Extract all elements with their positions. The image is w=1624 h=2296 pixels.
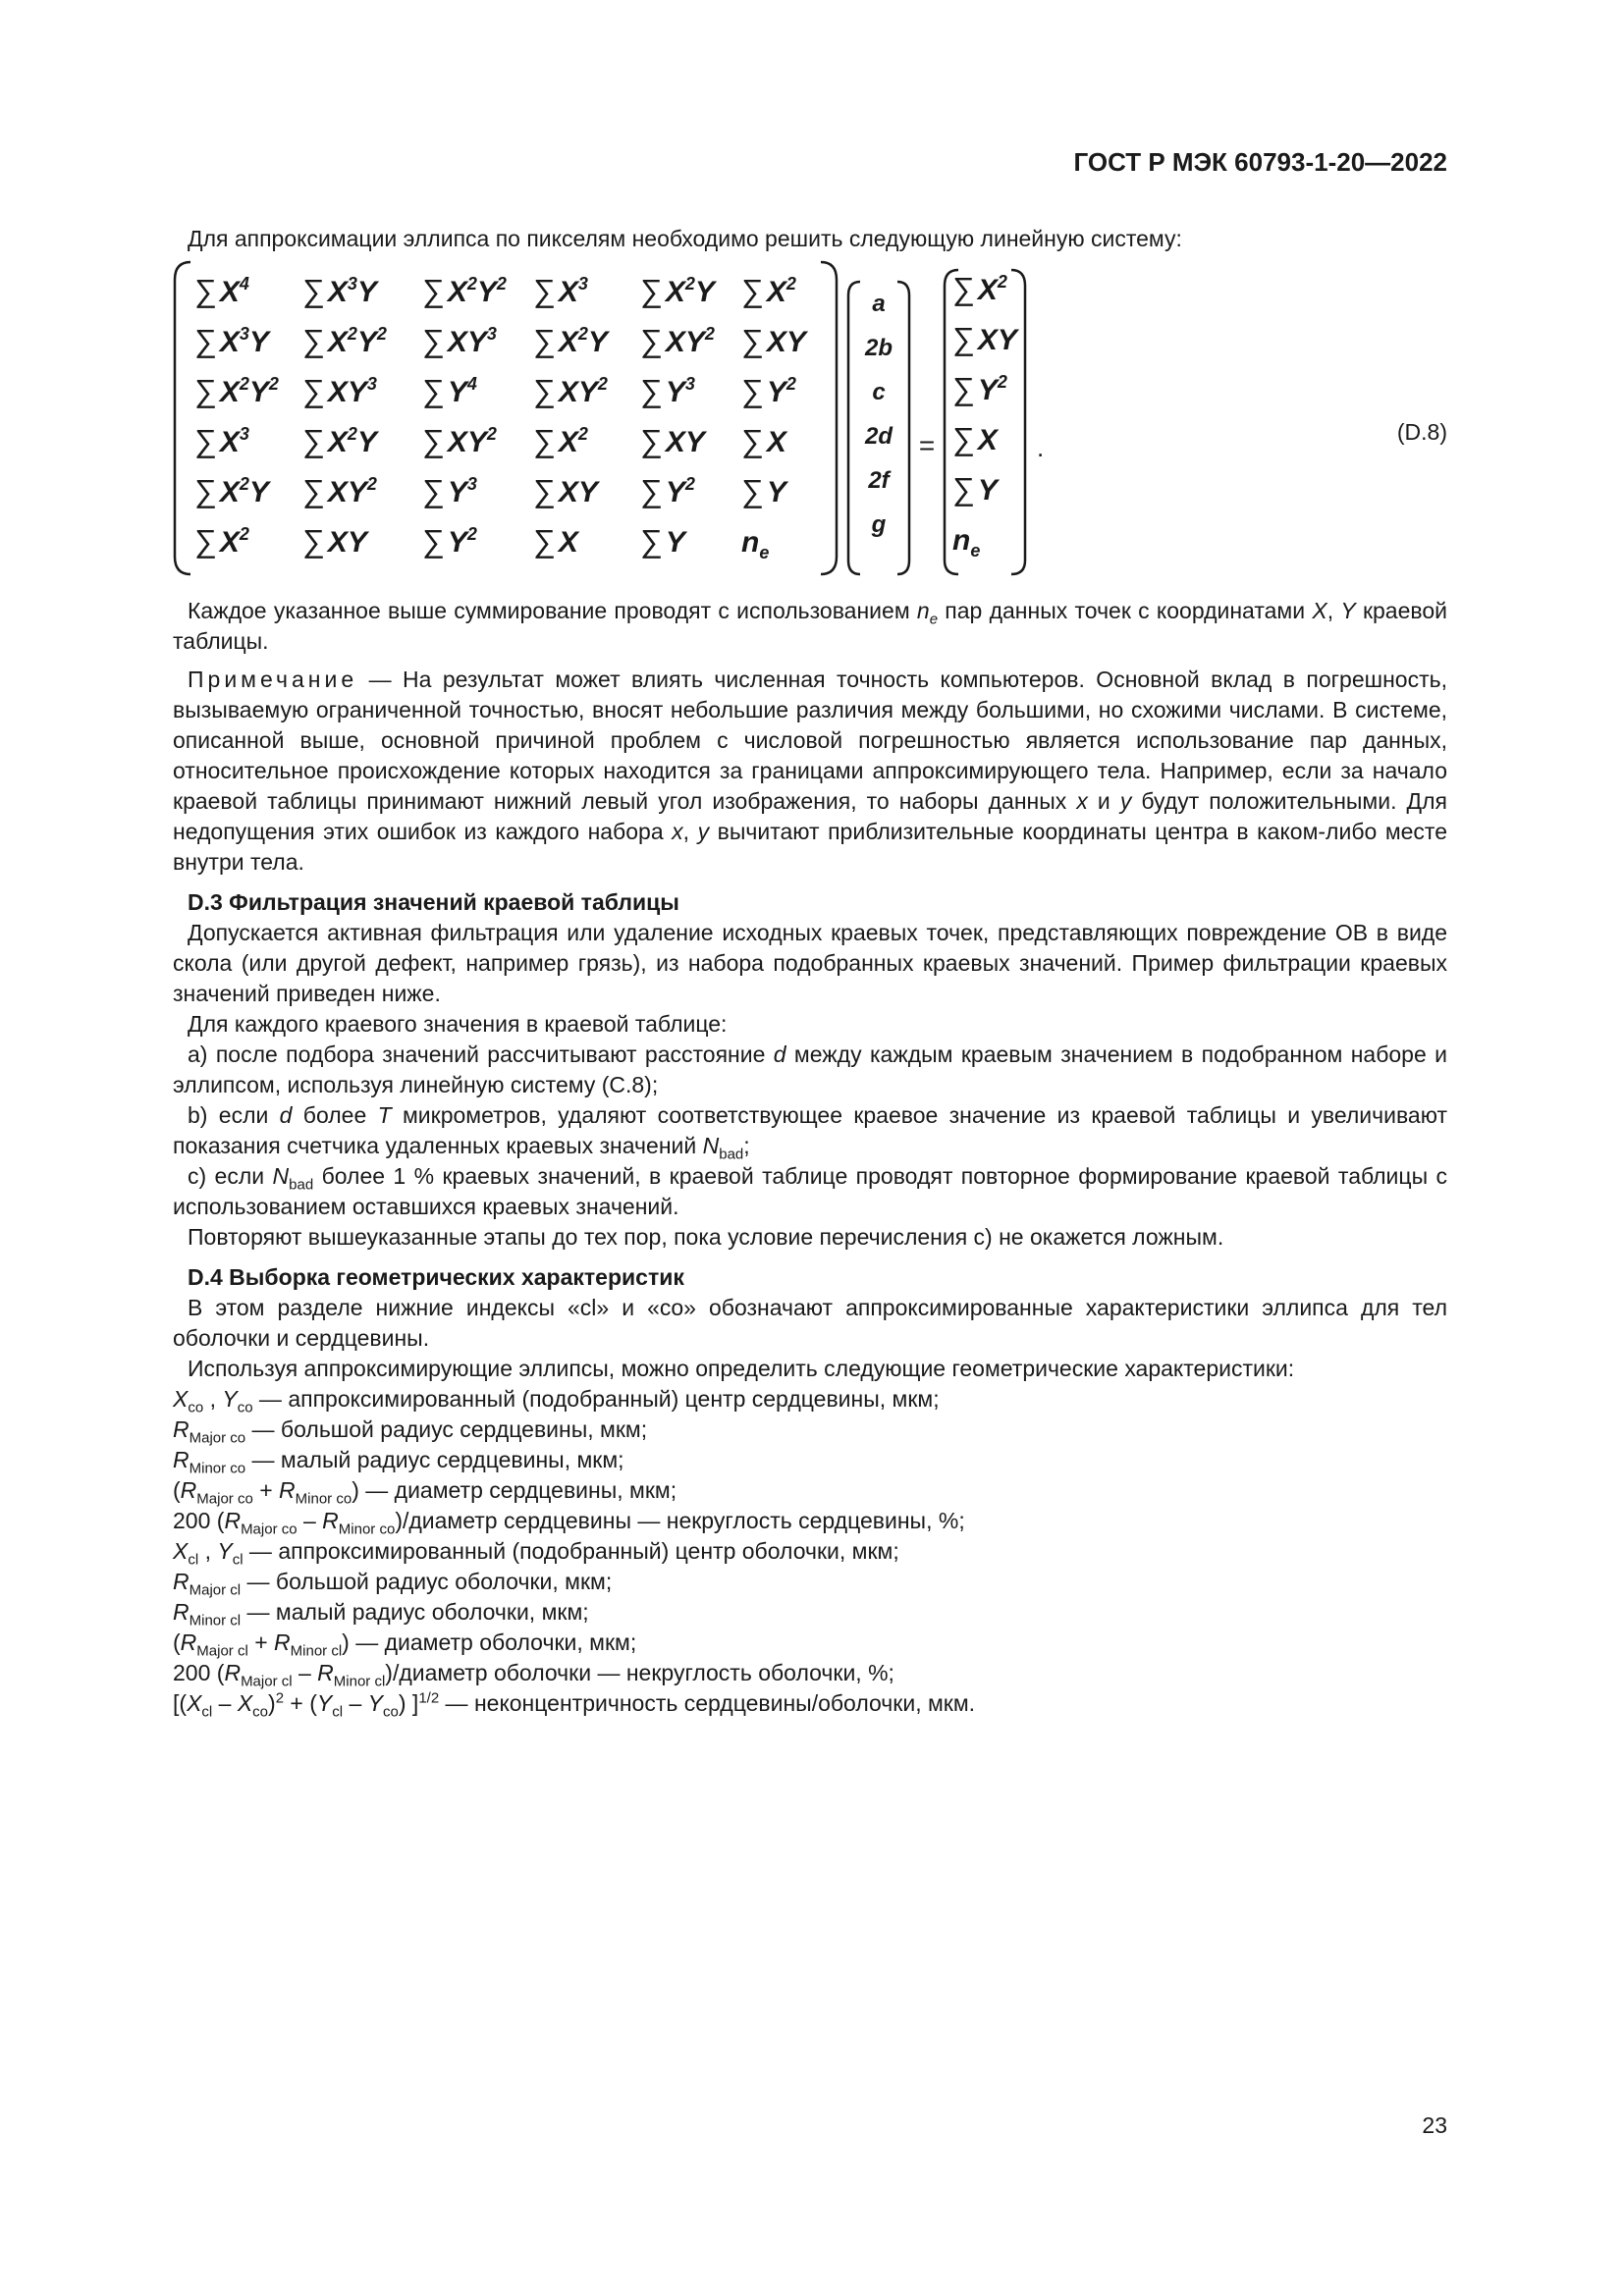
text: ,	[198, 1538, 218, 1564]
var-x: x	[1076, 788, 1088, 814]
sub: co	[188, 1399, 204, 1416]
sub: cl	[232, 1551, 244, 1569]
definition-minor-radius-core	[173, 1445, 1447, 1475]
sub: Minor cl	[290, 1642, 343, 1660]
matrix-cell-4-5: ∑ Y	[741, 473, 786, 508]
d4-paragraph-2: Используя аппроксимирующие эллипсы, можно определить следующие геометрические характеристики:	[188, 1356, 1295, 1381]
sub: co	[237, 1399, 253, 1416]
var-y: Y	[1340, 598, 1356, 623]
var-n: N	[702, 1133, 720, 1158]
var-n: N	[272, 1163, 290, 1189]
note-label: Примечание	[188, 667, 358, 692]
rhs-right-bracket	[1011, 270, 1025, 574]
rhs-cell-2: ∑ $Y^2$	[952, 371, 1007, 406]
var-x: X	[1312, 598, 1327, 623]
text: –	[297, 1508, 323, 1533]
text: )/диаметр сердцевины — некруглость сердцевины, %;	[395, 1508, 965, 1533]
definition-noncircularity-core	[173, 1506, 1447, 1536]
var-d: d	[279, 1102, 293, 1128]
var: R	[173, 1447, 189, 1472]
matrix-cell-5-5: $n_e$	[741, 526, 770, 562]
matrix-cell-3-4: ∑ XY	[640, 423, 705, 458]
var-y: y	[1119, 788, 1132, 814]
text: a) после подбора значений рассчитывают расстояние	[188, 1041, 774, 1067]
summation-paragraph	[173, 596, 1447, 657]
text: ) ]	[398, 1690, 419, 1716]
d3-item-c	[173, 1161, 1447, 1222]
text: +	[247, 1629, 275, 1655]
var: R	[224, 1660, 242, 1685]
equals-sign: =	[918, 430, 936, 460]
text: — малый радиус сердцевины, мкм;	[245, 1447, 624, 1472]
note-paragraph	[173, 665, 1447, 878]
text: ,	[203, 1386, 223, 1412]
sub: cl	[332, 1703, 344, 1721]
var: R	[322, 1508, 339, 1533]
matrix-cell-0-1: ∑ $X^3Y$	[302, 273, 377, 308]
text: — малый радиус оболочки, мкм;	[241, 1599, 589, 1625]
document-header: ГОСТ Р МЭК 60793-1-20—2022	[1073, 147, 1447, 177]
matrix-cell-3-0: ∑ $X^3$	[194, 423, 249, 458]
sub: Major cl	[196, 1642, 248, 1660]
text: пар данных точек с координатами	[938, 598, 1313, 623]
text: более	[292, 1102, 378, 1128]
matrix-cell-4-1: ∑ $XY^2$	[302, 473, 377, 508]
matrix-cell-2-2: ∑ $Y^4$	[422, 373, 477, 408]
sub-e: e	[929, 611, 939, 628]
text: 200 (	[173, 1508, 225, 1533]
sub: Major cl	[189, 1581, 242, 1599]
var: R	[274, 1629, 291, 1655]
matrix-cell-5-4: ∑ Y	[640, 523, 685, 559]
definition-major-radius-core	[173, 1415, 1447, 1445]
var: R	[279, 1477, 296, 1503]
matrix-right-bracket	[821, 262, 837, 574]
sub: Major co	[189, 1429, 246, 1447]
unknown-3: 2d	[864, 423, 893, 450]
text: )	[342, 1629, 350, 1655]
text: ;	[743, 1133, 750, 1158]
text: 200 (	[173, 1660, 225, 1685]
text: –	[212, 1690, 238, 1716]
var: R	[180, 1629, 197, 1655]
text: более 1 % краевых значений, в краевой таблице проводят повторное формирование краевой таблицы с использованием оставшихся краевых значений.	[173, 1163, 1447, 1219]
sup: 1/2	[418, 1689, 440, 1707]
var: Y	[316, 1690, 333, 1716]
unknown-2: c	[872, 379, 886, 405]
definition-diameter-cladding	[173, 1628, 1447, 1658]
sub: Minor cl	[189, 1612, 242, 1629]
var: R	[180, 1477, 197, 1503]
matrix-cell-0-5: ∑ $X^2$	[741, 273, 796, 308]
matrix-left-bracket	[175, 262, 190, 574]
sub: cl	[188, 1551, 199, 1569]
page-number: 23	[1422, 2112, 1447, 2138]
d4-paragraph-1: В этом разделе нижние индексы «cl» и «co» обозначают аппроксимированные характеристики эллипса для тел оболочки и сердцевины.	[173, 1295, 1447, 1351]
text: (	[173, 1629, 181, 1655]
definition-nonconcentricity	[173, 1688, 1447, 1719]
text: краевой таблицы.	[173, 598, 1447, 654]
equation-number: (D.8)	[1396, 419, 1447, 445]
matrix-cell-2-3: ∑ $XY^2$	[533, 373, 608, 408]
matrix-cell-2-4: ∑ $Y^3$	[640, 373, 695, 408]
sub: Minor cl	[333, 1673, 386, 1690]
vector-right-bracket	[897, 282, 909, 574]
text: — диаметр сердцевины, мкм;	[358, 1477, 677, 1503]
definition-noncircularity-cladding	[173, 1658, 1447, 1688]
matrix-cell-1-3: ∑ $X^2Y$	[533, 323, 608, 358]
matrix-cell-5-1: ∑ XY	[302, 523, 367, 559]
unknown-1: 2b	[864, 335, 893, 361]
var: Y	[217, 1538, 233, 1564]
text: между каждым краевым значением в подобранном наборе и эллипсом, используя линейную систему (C.8);	[173, 1041, 1447, 1097]
text: (	[173, 1477, 181, 1503]
text: b) если	[188, 1102, 280, 1128]
sub: co	[383, 1703, 399, 1721]
text: Каждое указанное выше суммирование проводят с использованием	[188, 598, 917, 623]
text: + (	[284, 1690, 317, 1716]
text: вычитают приблизительные координаты центра в каком-либо месте внутри тела.	[173, 819, 1447, 875]
intro-paragraph: Для аппроксимации эллипса по пикселям необходимо решить следующую линейную систему:	[188, 226, 1182, 251]
var: Y	[222, 1386, 238, 1412]
matrix-cell-3-2: ∑ $XY^2$	[422, 423, 497, 458]
section-heading-d4: D.4 Выборка геометрических характеристик	[188, 1264, 684, 1290]
matrix-cell-2-0: ∑ $X^2Y^2$	[194, 373, 279, 408]
matrix-cell-0-4: ∑ $X^2Y$	[640, 273, 715, 308]
definition-minor-radius-cladding	[173, 1597, 1447, 1628]
matrix-cell-4-2: ∑ $Y^3$	[422, 473, 477, 508]
sub: Major cl	[241, 1673, 293, 1690]
sub: Major co	[241, 1521, 298, 1538]
rhs-cell-3: ∑ X	[952, 421, 998, 456]
formula-d8	[173, 260, 1447, 592]
var: X	[187, 1690, 202, 1716]
matrix-cell-4-3: ∑ XY	[533, 473, 598, 508]
matrix-cell-0-0: ∑ $X^4$	[194, 273, 249, 308]
var: Y	[367, 1690, 384, 1716]
definition-major-radius-cladding	[173, 1567, 1447, 1597]
sub-bad: bad	[719, 1146, 744, 1163]
text: –	[292, 1660, 318, 1685]
matrix-cell-2-1: ∑ $XY^3$	[302, 373, 377, 408]
text: — большой радиус оболочки, мкм;	[241, 1569, 613, 1594]
d3-paragraph-2: Для каждого краевого значения в краевой таблице:	[188, 1011, 728, 1037]
text: [(	[173, 1690, 188, 1716]
matrix-cell-1-0: ∑ $X^3Y$	[194, 323, 269, 358]
var: R	[224, 1508, 242, 1533]
d3-item-b	[173, 1100, 1447, 1161]
unknown-0: a	[872, 291, 886, 317]
sub: Minor co	[189, 1460, 246, 1477]
d3-item-a	[173, 1040, 1447, 1100]
sub: Major co	[196, 1490, 253, 1508]
rhs-cell-4: ∑ Y	[952, 471, 998, 507]
matrix-cell-5-2: ∑ $Y^2$	[422, 523, 477, 559]
text: микрометров, удаляют соответствующее краевое значение из краевой таблицы и увеличивают показания счетчика удаленных краевых значений	[173, 1102, 1447, 1158]
text: — большой радиус сердцевины, мкм;	[245, 1416, 648, 1442]
text: )	[268, 1690, 276, 1716]
matrix-cell-4-4: ∑ $Y^2$	[640, 473, 695, 508]
sub: Minor co	[295, 1490, 352, 1508]
text: — диаметр оболочки, мкм;	[349, 1629, 637, 1655]
d3-paragraph-1: Допускается активная фильтрация или удаление исходных краевых точек, представляющих повреждение ОВ в виде скола (или другой дефект, например грязь), из набора подобранных краевых значений. Пример фильтрации краевых значений приведен ниже.	[173, 920, 1447, 1006]
var: R	[173, 1416, 189, 1442]
rhs-cell-1: ∑ XY	[952, 321, 1017, 356]
var: R	[317, 1660, 334, 1685]
var: R	[173, 1599, 189, 1625]
var: X	[237, 1690, 253, 1716]
matrix-cell-1-2: ∑ $XY^3$	[422, 323, 497, 358]
matrix-cell-2-5: ∑ $Y^2$	[741, 373, 796, 408]
sub: Minor co	[338, 1521, 396, 1538]
var: X	[173, 1538, 189, 1564]
matrix-cell-0-3: ∑ $X^3$	[533, 273, 588, 308]
linear-system-matrix	[173, 260, 1155, 592]
page-content	[173, 224, 1447, 1719]
matrix-cell-4-0: ∑ $X^2Y$	[194, 473, 269, 508]
sup: 2	[275, 1689, 285, 1707]
var-t: T	[377, 1102, 392, 1128]
matrix-cell-5-3: ∑ X	[533, 523, 578, 559]
text: и	[1087, 788, 1120, 814]
matrix-cell-1-1: ∑ $X^2Y^2$	[302, 323, 387, 358]
text: c) если	[188, 1163, 273, 1189]
var-y: y	[697, 819, 710, 844]
rhs-cell-0: ∑ $X^2$	[952, 271, 1007, 306]
text: –	[343, 1690, 368, 1716]
text: ,	[682, 819, 698, 844]
matrix-cell-5-0: ∑ $X^2$	[194, 523, 249, 559]
matrix-cell-3-5: ∑ X	[741, 423, 786, 458]
var: X	[173, 1386, 189, 1412]
text: )	[352, 1477, 359, 1503]
matrix-cell-3-1: ∑ $X^2Y$	[302, 423, 377, 458]
var-d: d	[773, 1041, 786, 1067]
unknown-4: 2f	[868, 467, 890, 494]
matrix-cell-1-5: ∑ XY	[741, 323, 806, 358]
unknown-5: g	[871, 511, 887, 538]
matrix-cell-0-2: ∑ $X^2Y^2$	[422, 273, 507, 308]
text: — аппроксимированный (подобранный) центр оболочки, мкм;	[243, 1538, 899, 1564]
var-n: n	[916, 598, 930, 623]
rhs-cell-5: $n_e$	[952, 524, 981, 561]
text: +	[252, 1477, 280, 1503]
definition-center-core	[173, 1384, 1447, 1415]
definition-center-cladding	[173, 1536, 1447, 1567]
matrix-cell-3-3: ∑ $X^2$	[533, 423, 588, 458]
text: ,	[1326, 598, 1334, 623]
text: — На результат может влиять численная точность компьютеров. Основной вклад в погрешность, вызываемую ограниченной точностью, вносят небольшие различия между большими, но схожими числами. В системе, описанной выше, основной причиной проблем с числовой погрешностью является использование пар данных, относительное происхождение которых находится за границами аппроксимирующего тела. Например, если за начало краевой таблицы принимают нижний левый угол изображения, то наборы данных	[173, 667, 1447, 814]
text: — неконцентричность сердцевины/оболочки, мкм.	[439, 1690, 976, 1716]
var: R	[173, 1569, 189, 1594]
d3-paragraph-3: Повторяют вышеуказанные этапы до тех пор, пока условие перечисления с) не окажется ложным.	[188, 1224, 1224, 1250]
matrix-cell-1-4: ∑ $XY^2$	[640, 323, 715, 358]
text: будут положительными. Для недопущения этих ошибок из каждого набора	[173, 788, 1447, 844]
text: — аппроксимированный (подобранный) центр сердцевины, мкм;	[252, 1386, 940, 1412]
var-x: x	[672, 819, 683, 844]
definition-diameter-core	[173, 1475, 1447, 1506]
vector-left-bracket	[848, 282, 860, 574]
text: )/диаметр оболочки — некруглость оболочки, %;	[385, 1660, 894, 1685]
formula-period: .	[1037, 433, 1045, 462]
sub-bad: bad	[289, 1176, 314, 1194]
sub: co	[252, 1703, 269, 1721]
section-heading-d3: D.3 Фильтрация значений краевой таблицы	[188, 889, 679, 915]
sub: cl	[201, 1703, 213, 1721]
